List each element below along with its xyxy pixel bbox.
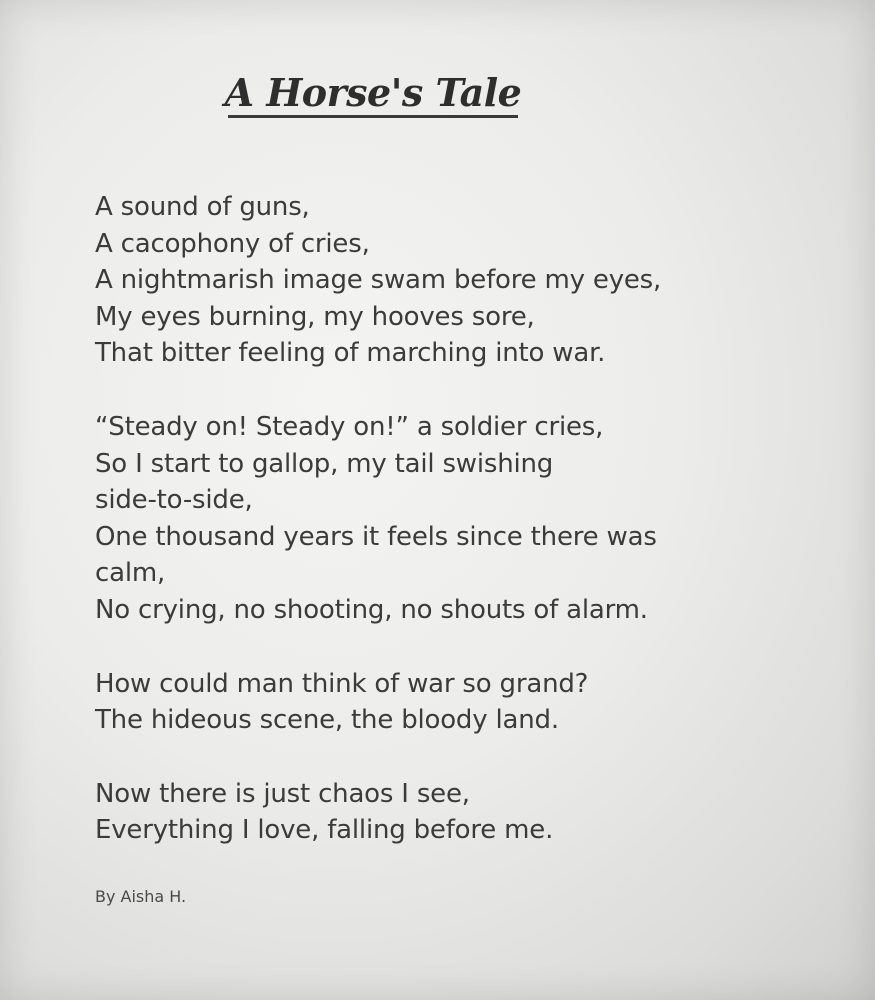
poem-title: A Horse's Tale <box>224 70 522 115</box>
poem-line: A sound of guns, <box>95 192 310 222</box>
poem-line: side-to-side, <box>95 485 253 516</box>
poem-line: calm, <box>95 558 166 589</box>
poem-line: My eyes burning, my hooves sore, <box>95 301 535 332</box>
poem-line: Now there is just chaos I see, <box>95 778 470 809</box>
poem-line: That bitter feeling of marching into war. <box>95 338 606 369</box>
stanza-1 <box>95 189 795 372</box>
poem-line: How could man think of war so grand? <box>95 668 589 699</box>
poem-line: Everything I love, falling before me. <box>95 815 554 846</box>
stanza-4 <box>95 776 795 849</box>
poem-line: “Steady on! Steady on!” a soldier cries, <box>95 411 604 442</box>
title-underline <box>228 115 518 118</box>
stanza-gap <box>95 372 795 409</box>
poem-body <box>95 189 795 849</box>
stanza-gap <box>95 629 795 666</box>
poem-line: One thousand years it feels since there was <box>95 521 657 552</box>
poem-line: So I start to gallop, my tail swishing <box>95 448 554 479</box>
poem-line: A nightmarish image swam before my eyes, <box>95 265 662 296</box>
poem-line: A cacophony of cries, <box>95 228 370 259</box>
stanza-gap <box>95 739 795 776</box>
poem-line: No crying, no shooting, no shouts of alarm. <box>95 594 648 625</box>
author-credit: By Aisha H. <box>95 887 187 906</box>
stanza-2 <box>95 409 795 629</box>
stanza-3 <box>95 666 795 739</box>
poem-line: The hideous scene, the bloody land. <box>95 705 559 736</box>
